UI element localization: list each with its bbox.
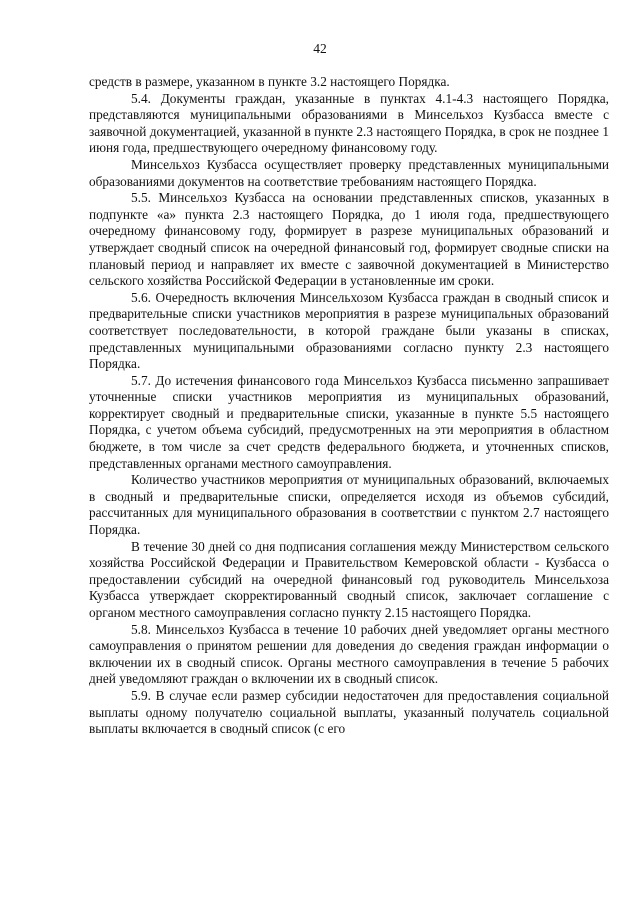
- paragraph: средств в размере, указанном в пункте 3.2 настоящего Порядка.: [89, 74, 450, 89]
- paragraph: 5.4. Документы граждан, указанные в пунктах 4.1-4.3 настоящего Порядка, представляются муниципальными образованиями в Минсельхоз Кузбасса вместе с заявочной документацией, указанной в пункте 2.3 настоящего Порядка, в срок не позднее 1 июня года, предшествующего очередному финансовому году.: [89, 90, 609, 156]
- page-number: 42: [313, 41, 327, 56]
- paragraph: 5.6. Очередность включения Минсельхозом Кузбасса граждан в сводный список и предварительные списки участников мероприятия в разрезе муниципальных образований соответствует последовательности, в которой граждане были указаны в списках, представленных муниципальными образованиями согласно пункту 2.3 настоящего Порядка.: [89, 289, 609, 372]
- paragraph: 5.7. До истечения финансового года Минсельхоз Кузбасса письменно запрашивает уточненные списки участников мероприятия из муниципальных образований, корректирует сводный и предварительные списки, указанные в пункте 5.5 настоящего Порядка, с учетом объема субсидий, предусмотренных на эти мероприятия в областном бюджете, в том числе за счет средств федерального бюджета, и уточненных списков, представленных органами местного самоуправления.: [89, 372, 609, 471]
- document-body: [89, 74, 609, 738]
- paragraph: 5.8. Минсельхоз Кузбасса в течение 10 рабочих дней уведомляет органы местного самоуправления о принятом решении для доведения до сведения граждан информации о включении их в сводный список. Органы местного самоуправления в течение 5 рабочих дней уведомляют граждан о включении их в сводный список.: [89, 621, 609, 687]
- paragraph: 5.9. В случае если размер субсидии недостаточен для предоставления социальной выплаты одному получателю социальной выплаты, указанный получатель социальной выплаты включается в сводный список (с его: [89, 687, 609, 737]
- paragraph: Количество участников мероприятия от муниципальных образований, включаемых в сводный и предварительные списки, определяется исходя из объемов субсидий, рассчитанных для муниципального образования в соответствии с пунктом 2.7 настоящего Порядка.: [89, 472, 609, 538]
- paragraph: В течение 30 дней со дня подписания соглашения между Министерством сельского хозяйства Российской Федерации и Правительством Кемеровской области - Кузбасса о предоставлении субсидий на очередной финансовый год руководитель Минсельхоза Кузбасса утверждает скорректированный сводный список, заключает соглашение с органом местного самоуправления согласно пункту 2.15 настоящего Порядка.: [89, 538, 609, 620]
- paragraph: Минсельхоз Кузбасса осуществляет проверку представленных муниципальными образованиями документов на соответствие требованиям настоящего Порядка.: [89, 156, 609, 189]
- paragraph: 5.5. Минсельхоз Кузбасса на основании представленных списков, указанных в подпункте «а» пункта 2.3 настоящего Порядка, до 1 июля года, предшествующего очередному финансовому году, формирует в разрезе муниципальных образований и утверждает сводный список на очередной финансовый год, формирует сводные списки на плановый период и направляет их вместе с заявочной документацией в Министерство сельского хозяйства Российской Федерации в установленные им сроки.: [89, 190, 609, 289]
